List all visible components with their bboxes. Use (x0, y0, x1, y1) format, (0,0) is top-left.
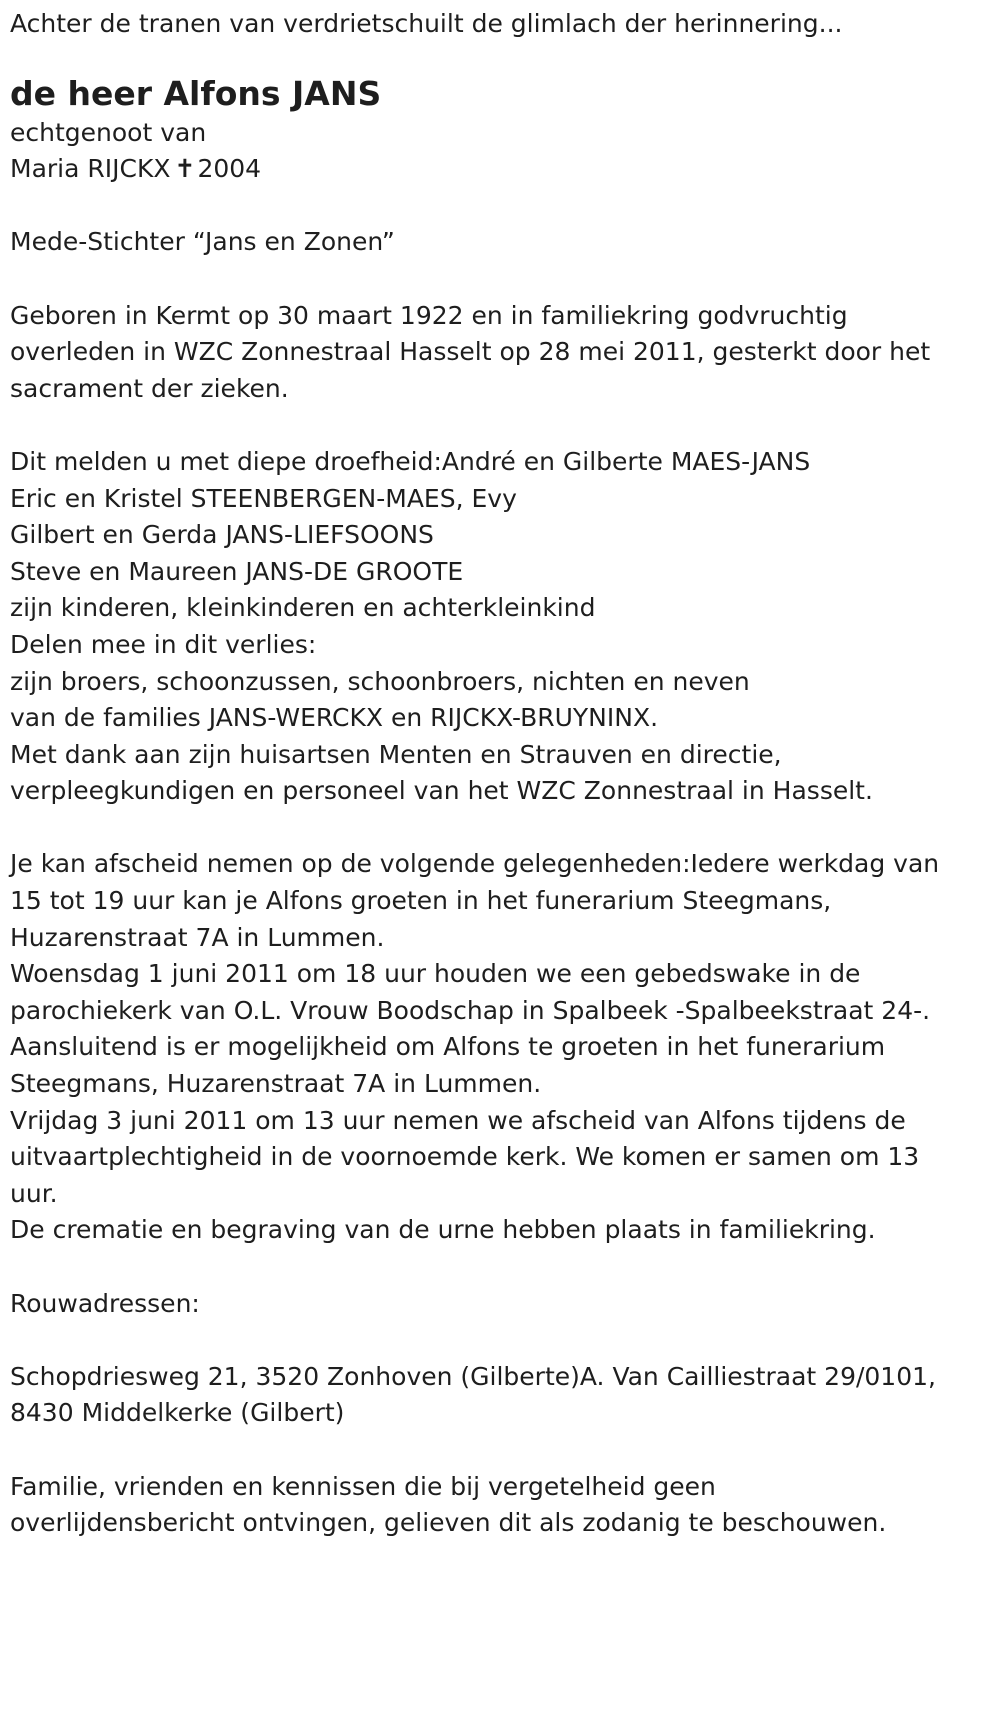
paragraph-line: Gilbert en Gerda JANS-LIEFSOONS (10, 520, 434, 550)
spouse-label: echtgenoot van (10, 117, 207, 147)
birth-death-paragraph (10, 298, 990, 408)
role-line: Mede-Stichter “Jans en Zonen” (10, 227, 395, 257)
paragraph-line: Dit melden u met diepe droefheid:André en Gilberte MAES-JANS (10, 446, 811, 476)
spacer (10, 407, 990, 444)
paragraph-line: 15 tot 19 uur kan je Alfons groeten in het funerarium Steegmans, (10, 886, 832, 916)
paragraph-line: Geboren in Kermt op 30 maart 1922 en in familiekring godvruchtig (10, 300, 848, 330)
paragraph-line: overlijdensbericht ontvingen, gelieven dit als zodanig te beschouwen. (10, 1508, 887, 1538)
family-paragraph (10, 444, 990, 810)
closing-paragraph (10, 1469, 990, 1542)
paragraph-line: 8430 Middelkerke (Gilbert) (10, 1398, 345, 1428)
paragraph-line: Met dank aan zijn huisartsen Menten en Strauven en directie, (10, 739, 782, 769)
farewell-paragraph (10, 846, 990, 1249)
paragraph-line: Vrijdag 3 juni 2011 om 13 uur nemen we afscheid van Alfons tijdens de (10, 1105, 906, 1135)
cross-icon: ✝ (174, 154, 196, 184)
paragraph-line: Je kan afscheid nemen op de volgende gelegenheden:Iedere werkdag van (10, 849, 940, 879)
paragraph-line: zijn broers, schoonzussen, schoonbroers, nichten en neven (10, 666, 750, 696)
paragraph-line: Aansluitend is er mogelijkheid om Alfons te groeten in het funerarium (10, 1032, 886, 1062)
paragraph-line: uur. (10, 1178, 58, 1208)
spacer (10, 1322, 990, 1359)
spouse-line (10, 151, 990, 188)
paragraph-line: Huzarenstraat 7A in Lummen. (10, 922, 385, 952)
paragraph-line: Woensdag 1 juni 2011 om 18 uur houden we een gebedswake in de (10, 959, 861, 989)
addresses-label: Rouwadressen: (10, 1288, 200, 1318)
paragraph-line: Steegmans, Huzarenstraat 7A in Lummen. (10, 1069, 542, 1099)
paragraph-line: parochiekerk van O.L. Vrouw Boodschap in Spalbeek -Spalbeekstraat 24-. (10, 995, 931, 1025)
spouse-name: Maria RIJCKX (10, 154, 171, 184)
spacer (10, 261, 990, 298)
paragraph-line: uitvaartplechtigheid in de voornoemde kerk. We komen er samen om 13 (10, 1142, 920, 1172)
paragraph-line: Steve en Maureen JANS-DE GROOTE (10, 556, 464, 586)
addresses-paragraph (10, 1359, 990, 1432)
paragraph-line: De crematie en begraving van de urne hebben plaats in familiekring. (10, 1215, 876, 1245)
paragraph-line: sacrament der zieken. (10, 373, 289, 403)
spacer (10, 188, 990, 225)
spacer (10, 1249, 990, 1286)
spacer (10, 810, 990, 847)
intro-quote: Achter de tranen van verdrietschuilt de glimlach der herinnering... (10, 9, 843, 38)
paragraph-line: verpleegkundigen en personeel van het WZC Zonnestraal in Hasselt. (10, 776, 873, 806)
paragraph-line: van de families JANS-WERCKX en RIJCKX-BRUYNINX. (10, 703, 659, 733)
deceased-name: de heer Alfons JANS (10, 73, 382, 113)
paragraph-line: Familie, vrienden en kennissen die bij vergetelheid geen (10, 1471, 716, 1501)
paragraph-line: Schopdriesweg 21, 3520 Zonhoven (Gilberte)A. Van Cailliestraat 29/0101, (10, 1361, 936, 1391)
paragraph-line: overleden in WZC Zonnestraal Hasselt op 28 mei 2011, gesterkt door het (10, 337, 931, 367)
spacer (10, 1432, 990, 1469)
paragraph-line: zijn kinderen, kleinkinderen en achterkleinkind (10, 593, 596, 623)
paragraph-line: Delen mee in dit verlies: (10, 629, 317, 659)
paragraph-line: Eric en Kristel STEENBERGEN-MAES, Evy (10, 483, 517, 513)
spouse-death-year: 2004 (197, 154, 262, 184)
